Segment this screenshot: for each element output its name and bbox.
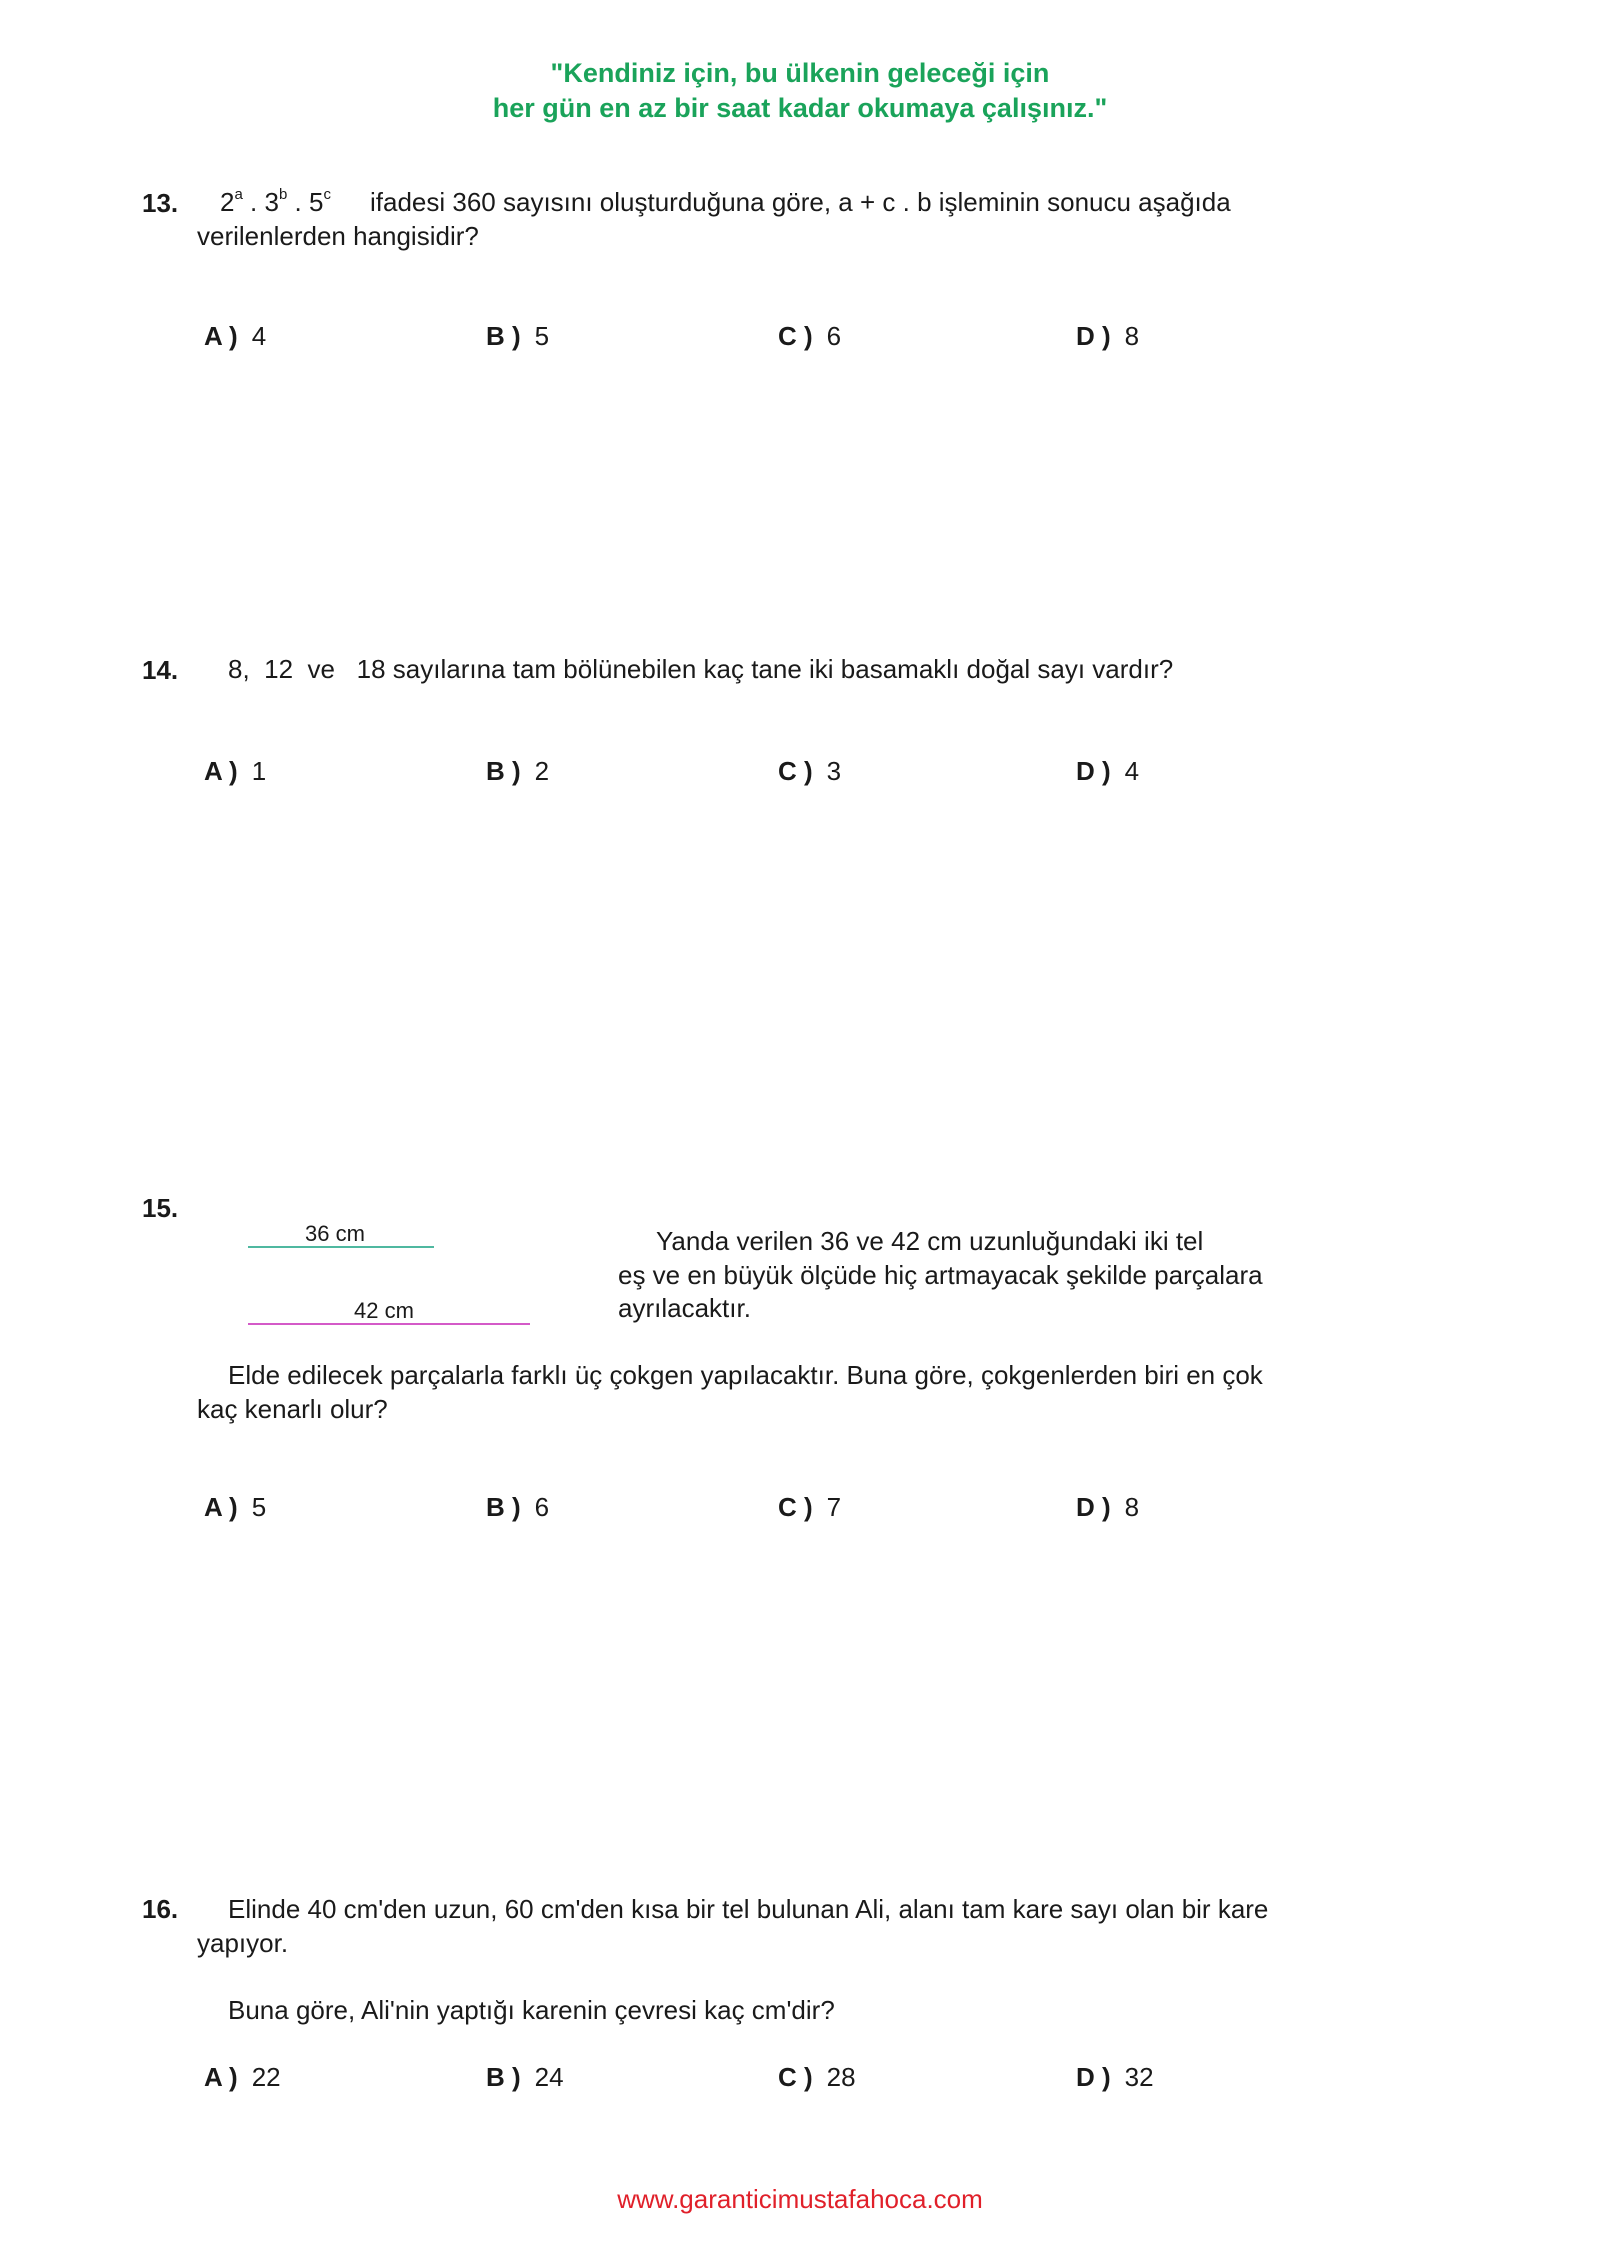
- question-13-text-line-2: verilenlerden hangisidir?: [197, 221, 479, 251]
- question-15-number: 15.: [142, 1193, 179, 1223]
- wire-42-label: 42 cm: [354, 1298, 414, 1323]
- question-15-option-d[interactable]: D ) 8: [1076, 1492, 1140, 1522]
- question-15-text-line-1: Elde edilecek parçalarla farklı üç çokgen yapılacaktır. Buna göre, çokgenlerden biri en çok: [228, 1360, 1263, 1390]
- question-16-text-line-3: Buna göre, Ali'nin yaptığı karenin çevresi kaç cm'dir?: [228, 1995, 835, 2025]
- question-14-option-d[interactable]: D ) 4: [1076, 756, 1140, 786]
- question-15-side-text-2: eş ve en büyük ölçüde hiç artmayacak şekilde parçalara: [618, 1260, 1263, 1290]
- question-13-option-c[interactable]: C ) 6: [778, 321, 842, 351]
- question-15-text-line-2: kaç kenarlı olur?: [197, 1394, 388, 1424]
- question-13-text-line-1: ifadesi 360 sayısını oluşturduğuna göre, a + c . b işleminin sonucu aşağıda: [370, 187, 1231, 217]
- question-15-side-text-1: Yanda verilen 36 ve 42 cm uzunluğundaki iki tel: [656, 1226, 1204, 1256]
- question-15-option-b[interactable]: B ) 6: [486, 1492, 550, 1522]
- question-14-text: 8, 12 ve 18 sayılarına tam bölünebilen kaç tane iki basamaklı doğal sayı vardır?: [228, 654, 1174, 684]
- wire-36-line: [248, 1246, 434, 1248]
- question-13-option-d[interactable]: D ) 8: [1076, 321, 1140, 351]
- question-16-option-d[interactable]: D ) 32: [1076, 2062, 1154, 2092]
- question-13-expression: 2$^a$ . 3$^b$ . 5$^c$: [220, 186, 331, 217]
- question-15-option-a[interactable]: A ) 5: [204, 1492, 267, 1522]
- motto-line-2: her gün en az bir saat kadar okumaya çalışınız.": [492, 93, 1108, 123]
- question-16-text-line-2: yapıyor.: [197, 1928, 289, 1958]
- question-14-option-a[interactable]: A ) 1: [204, 756, 267, 786]
- wire-36-label: 36 cm: [305, 1221, 365, 1246]
- question-16-option-a[interactable]: A ) 22: [204, 2062, 281, 2092]
- wire-42-line: [248, 1323, 530, 1325]
- question-14-number: 14.: [142, 655, 179, 685]
- question-13-option-b[interactable]: B ) 5: [486, 321, 550, 351]
- footer-url[interactable]: www.garanticimustafahoca.com: [617, 2184, 983, 2214]
- question-16-option-c[interactable]: C ) 28: [778, 2062, 856, 2092]
- question-14-option-b[interactable]: B ) 2: [486, 756, 550, 786]
- question-15-option-c[interactable]: C ) 7: [778, 1492, 842, 1522]
- question-16-number: 16.: [142, 1894, 179, 1924]
- question-13-option-a[interactable]: A ) 4: [204, 321, 267, 351]
- motto-line-1: "Kendiniz için, bu ülkenin geleceği için: [550, 58, 1050, 88]
- question-16-text-line-1: Elinde 40 cm'den uzun, 60 cm'den kısa bir tel bulunan Ali, alanı tam kare sayı olan bir kare: [228, 1894, 1269, 1924]
- question-14-option-c[interactable]: C ) 3: [778, 756, 842, 786]
- question-16-option-b[interactable]: B ) 24: [486, 2062, 564, 2092]
- question-15-side-text-3: ayrılacaktır.: [618, 1293, 751, 1323]
- question-13-number: 13.: [142, 188, 179, 218]
